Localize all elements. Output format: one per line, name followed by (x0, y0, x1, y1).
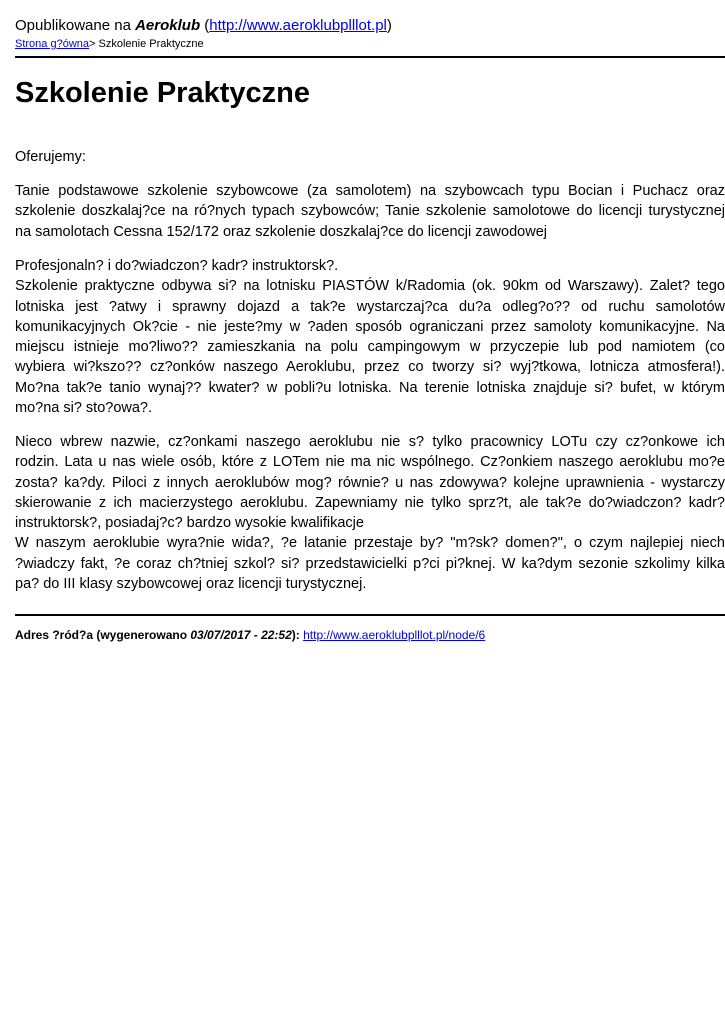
paragraph-line: komunikacyjnych Ok?cie - nie jeste?my w ?aden sposób ograniczani przez samoloty komunikacyjne. Na (15, 318, 725, 335)
breadcrumb-current: Szkolenie Praktyczne (95, 38, 204, 50)
site-url-link[interactable]: http://www.aeroklubplllot.pl (209, 17, 387, 34)
paragraph-line: pa? do III klasy szybowcowej oraz licencji turystycznej. (15, 576, 367, 593)
paragraph-line: na samolotach Cessna 152/172 oraz szkolenie doszkalaj?ce do licencji zawodowej (15, 223, 547, 240)
paragraph-line: instruktorsk?, posiadaj?c? bardzo wysokie kwalifikacje (15, 515, 364, 532)
paragraph-line: Nieco wbrew nazwie, cz?onkami naszego aeroklubu nie s? tylko pracownicy LOTu czy cz?onkowe ich (15, 434, 725, 450)
breadcrumb-home-link[interactable]: Strona g?ówna (15, 38, 89, 50)
breadcrumb (15, 37, 204, 51)
paragraph-line: lotniska jest ?atwy i sprawny dojazd a tak?e wystarczaj?ca du?a odleg?o?? od ruchu samolotów (15, 298, 725, 315)
paragraph-line: ?wiadczy fakt, ?e coraz ch?tniej szkol? si? przedstawicielki p?ci pi?knej. W ka?dym sezonie szkolimy kilka (15, 555, 725, 572)
source-label: Adres ?ród?a (wygenerowano (15, 628, 191, 642)
paragraph-line: zosta? ka?dy. Piloci z innych aeroklubów mog? równie? u nas zdowywa? kolejne uprawnienia - wystarczy (15, 474, 725, 491)
site-name: Aeroklub (135, 17, 201, 34)
intro-paragraph: Oferujemy: (15, 149, 86, 165)
source-suffix: ): (291, 628, 304, 642)
offer-paragraph (15, 181, 725, 242)
paragraph-line: Profesjonaln? i do?wiadczon? kadr? instruktorsk?. (15, 258, 339, 274)
close-paren: ) (386, 17, 392, 34)
paragraph-line: Tanie podstawowe szkolenie szybowcowe (za samolotem) na szybowcach typu Bocian i Puchacz oraz (15, 183, 725, 199)
published-on-line (15, 17, 392, 35)
paragraph-line: wybiera wi?kszo?? cz?onków naszego Aeroklubu, przez co tworzy si? wyj?tkowa, lotnicza atmosfera!). (15, 359, 725, 376)
generated-date: 03/07/2017 - 22:52 (190, 628, 292, 642)
published-prefix: Opublikowane na (15, 17, 136, 34)
top-divider (15, 56, 725, 58)
membership-paragraph (15, 432, 725, 594)
paragraph-line: Szkolenie praktyczne odbywa si? na lotnisku PIASTÓW k/Radomia (ok. 90km od Warszawy). Zalet? tego (15, 278, 725, 295)
paragraph-line: skierowanie z ich macierzystego aeroklubu. Zapewniamy nie tylko sprz?t, ale tak?e do?wiadczon? kadr? (15, 494, 725, 511)
bottom-divider (15, 614, 725, 616)
paragraph-line: W naszym aeroklubie wyra?nie wida?, ?e latanie przestaje by? "m?sk? domen?", o czym najlepiej niech (15, 535, 725, 552)
breadcrumb-separator: > (89, 38, 96, 50)
page-title: Szkolenie Praktyczne (15, 77, 310, 109)
paragraph-line: szkolenie doszkalaj?ce na ró?nych typach szybowców; Tanie szkolenie samolotowe do licencji turystycznej (15, 203, 725, 220)
printed-page (15, 0, 725, 1024)
paragraph-line: rodzin. Lata u nas wiele osób, które z LOTem nie ma nic wspólnego. Cz?onkiem naszego aeroklubu mo?e (15, 454, 725, 471)
source-url-link[interactable]: http://www.aeroklubplllot.pl/node/6 (303, 628, 486, 642)
paragraph-line: mo?na si? sto?owa?. (15, 400, 153, 417)
open-paren: ( (200, 17, 210, 34)
location-paragraph (15, 256, 725, 418)
paragraph-line: Mo?na tak?e tanio wynaj?? kwater? w pobli?u lotniska. Na terenie lotniska znajduje si? bufet, w którym (15, 379, 725, 396)
paragraph-line: miejscu istnieje mo?liwo?? zamieszkania na polu campingowym w przyczepie lub pod namiotem (co (15, 339, 725, 356)
source-address-line (15, 628, 485, 643)
